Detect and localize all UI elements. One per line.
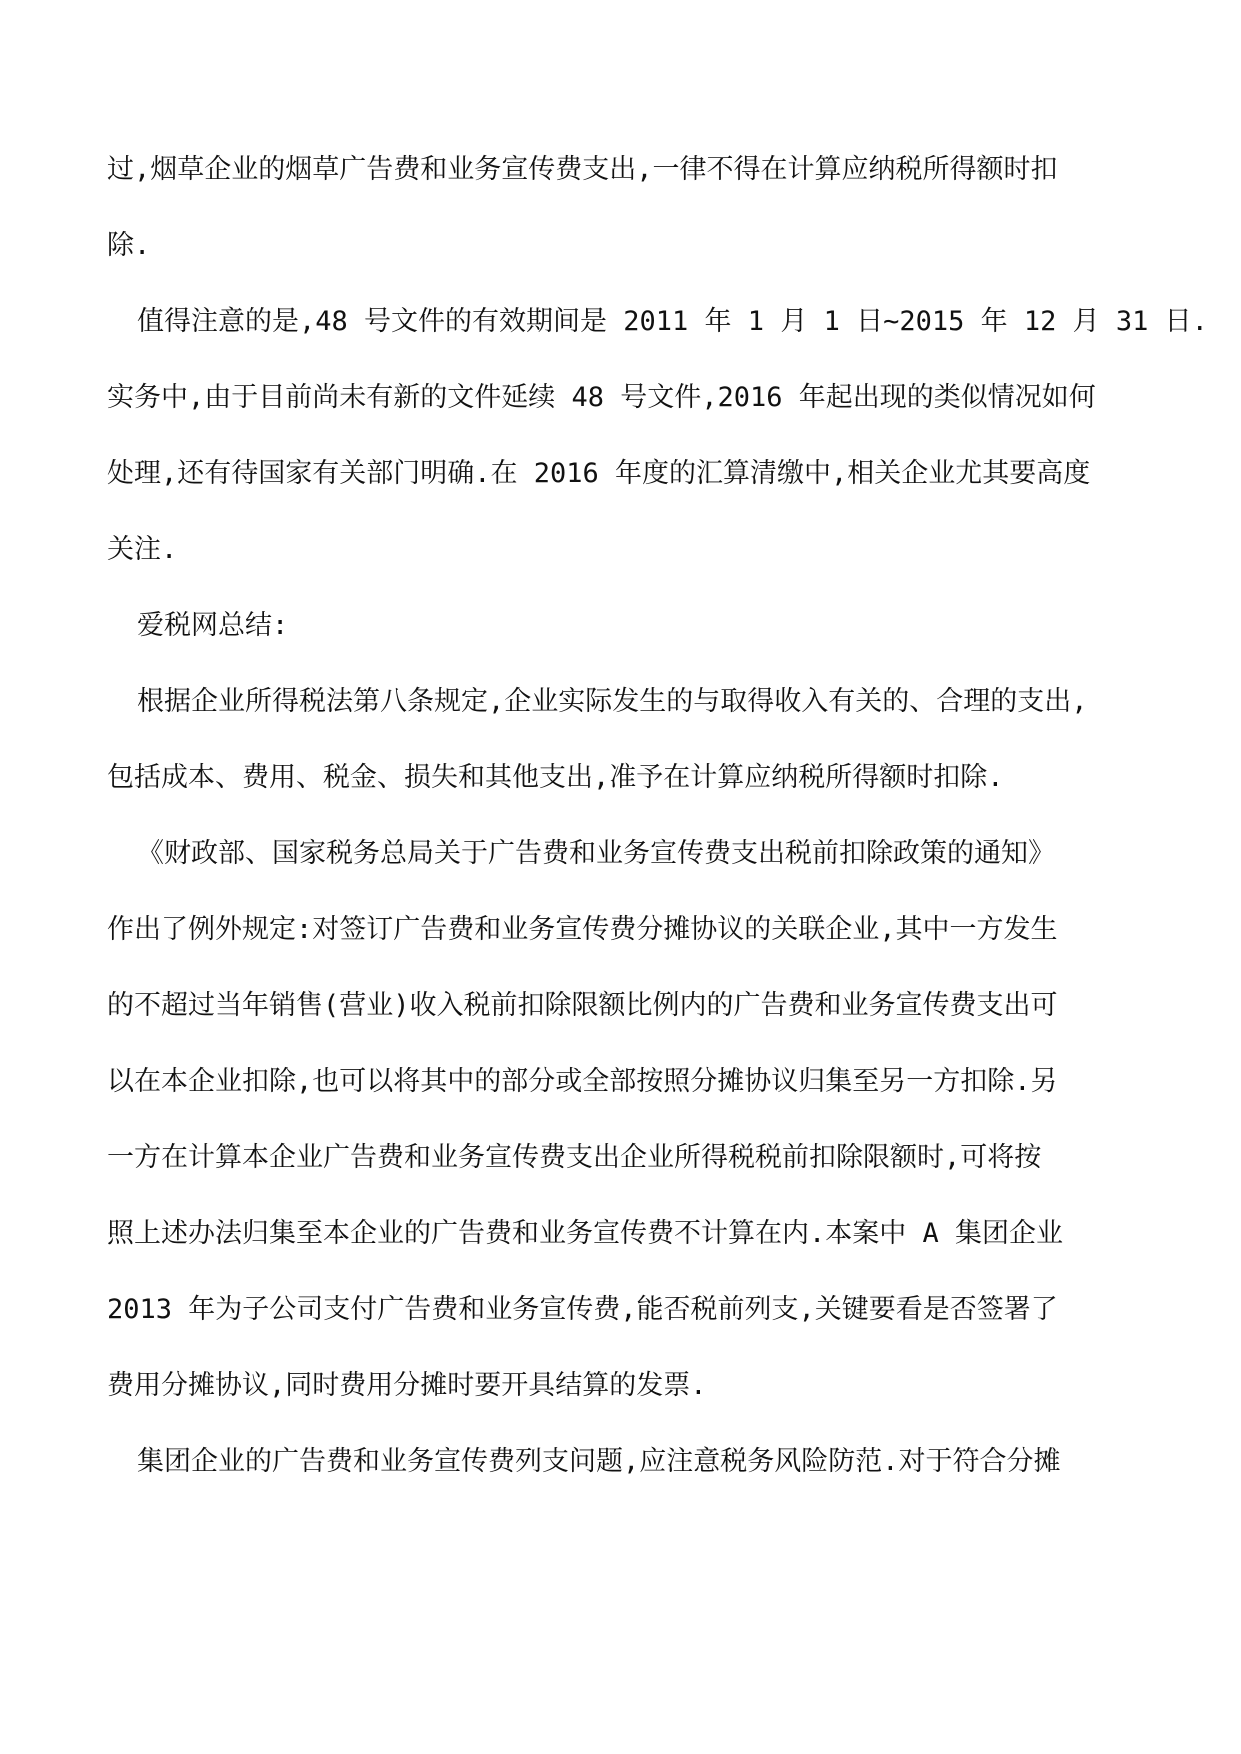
text-line: 实务中,由于目前尚未有新的文件延续 48 号文件,2016 年起出现的类似情况如何 [107,382,1096,413]
text-line: 作出了例外规定:对签订广告费和业务宣传费分摊协议的关联企业,其中一方发生 [107,914,1058,945]
text-line: 照上述办法归集至本企业的广告费和业务宣传费不计算在内.本案中 A 集团企业 [107,1218,1064,1249]
text-line: 的不超过当年销售(营业)收入税前扣除限额比例内的广告费和业务宣传费支出可 [107,990,1058,1021]
text-line: 集团企业的广告费和业务宣传费列支问题,应注意税务风险防范.对于符合分摊 [137,1446,1061,1477]
text-line: 一方在计算本企业广告费和业务宣传费支出企业所得税税前扣除限额时,可将按 [107,1142,1042,1173]
text-line: 包括成本、费用、税金、损失和其他支出,准予在计算应纳税所得额时扣除. [107,762,1004,793]
text-line: 以在本企业扣除,也可以将其中的部分或全部按照分摊协议归集至另一方扣除.另 [107,1066,1058,1097]
text-line: 关注. [107,534,178,565]
text-line: 《财政部、国家税务总局关于广告费和业务宣传费支出税前扣除政策的通知》 [137,838,1055,869]
text-line: 过,烟草企业的烟草广告费和业务宣传费支出,一律不得在计算应纳税所得额时扣 [107,154,1058,185]
text-line: 费用分摊协议,同时费用分摊时要开具结算的发票. [107,1370,707,1401]
text-line: 2013 年为子公司支付广告费和业务宣传费,能否税前列支,关键要看是否签署了 [107,1294,1058,1325]
section-heading: 爱税网总结: [137,610,289,641]
text-line: 处理,还有待国家有关部门明确.在 2016 年度的汇算清缴中,相关企业尤其要高度 [107,458,1091,489]
text-line: 除. [107,230,151,261]
text-line: 值得注意的是,48 号文件的有效期间是 2011 年 1 月 1 日~2015 年 12 月 31 日. [137,306,1208,337]
text-line: 根据企业所得税法第八条规定,企业实际发生的与取得收入有关的、合理的支出, [137,686,1088,717]
